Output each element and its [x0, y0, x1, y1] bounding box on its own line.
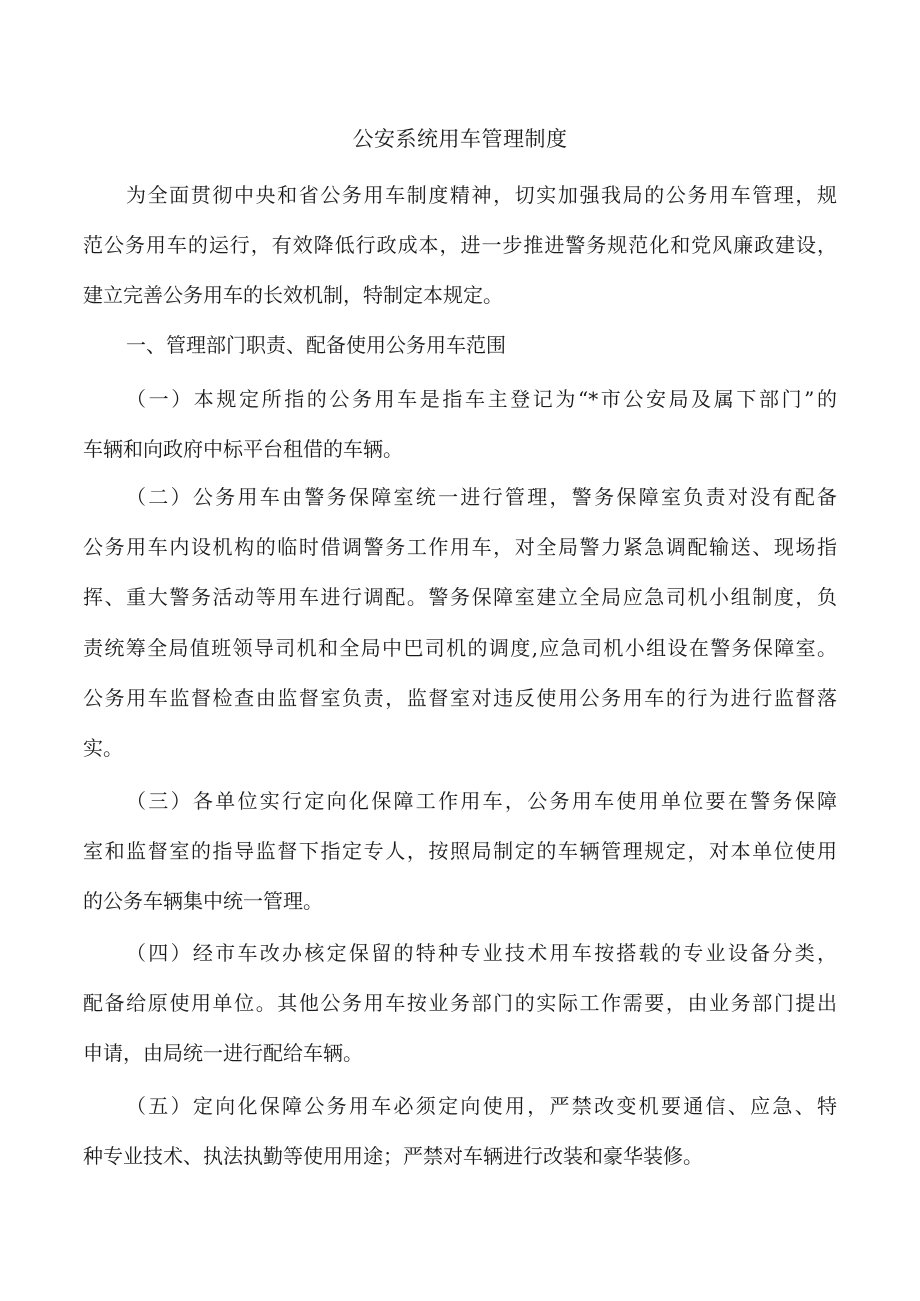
paragraph-line: （四）经市车改办核定保留的特种专业技术用车按搭载的专业设备分类，	[126, 941, 837, 965]
paragraph-line: （三）各单位实行定向化保障工作用车，公务用车使用单位要在警务保障	[126, 789, 837, 813]
paragraph-line: 车辆和向政府中标平台租借的车辆。	[83, 437, 403, 461]
paragraph-line: 责统筹全局值班领导司机和全局中巴司机的调度,应急司机小组设在警务保障室。	[83, 636, 837, 660]
paragraph-line: 为全面贯彻中央和省公务用车制度精神，切实加强我局的公务用车管理，规	[126, 183, 837, 207]
paragraph-line: 范公务用车的运行，有效降低行政成本，进一步推进警务规范化和党风廉政建设，	[83, 233, 837, 257]
paragraph-line: 室和监督室的指导监督下指定专人，按照局制定的车辆管理规定，对本单位使用	[83, 839, 837, 863]
paragraph-line: （五）定向化保障公务用车必须定向使用，严禁改变机要通信、应急、特	[126, 1094, 837, 1118]
paragraph-line: 实。	[83, 736, 123, 760]
paragraph-line: （二）公务用车由警务保障室统一进行管理，警务保障室负责对没有配备	[126, 485, 837, 509]
paragraph-line: 建立完善公务用车的长效机制，特制定本规定。	[83, 283, 503, 307]
paragraph-line: 配备给原使用单位。其他公务用车按业务部门的实际工作需要，由业务部门提出	[83, 991, 837, 1015]
paragraph-line: 公务用车监督检查由监督室负责，监督室对违反使用公务用车的行为进行监督落	[83, 686, 837, 710]
paragraph-line: 种专业技术、执法执勤等使用用途；严禁对车辆进行改装和豪华装修。	[83, 1144, 703, 1168]
paragraph-line: （一）本规定所指的公务用车是指车主登记为“*市公安局及属下部门”的	[126, 387, 837, 411]
paragraph-line: 申请，由局统一进行配给车辆。	[83, 1041, 363, 1065]
paragraph-line: 公务用车内设机构的临时借调警务工作用车，对全局警力紧急调配输送、现场指	[83, 535, 837, 559]
paragraph-line: 挥、重大警务活动等用车进行调配。警务保障室建立全局应急司机小组制度，负	[83, 585, 837, 609]
document-title: 公安系统用车管理制度	[352, 127, 568, 151]
section-heading: 一、管理部门职责、配备使用公务用车范围	[126, 333, 506, 357]
paragraph-line: 的公务车辆集中统一管理。	[83, 889, 323, 913]
